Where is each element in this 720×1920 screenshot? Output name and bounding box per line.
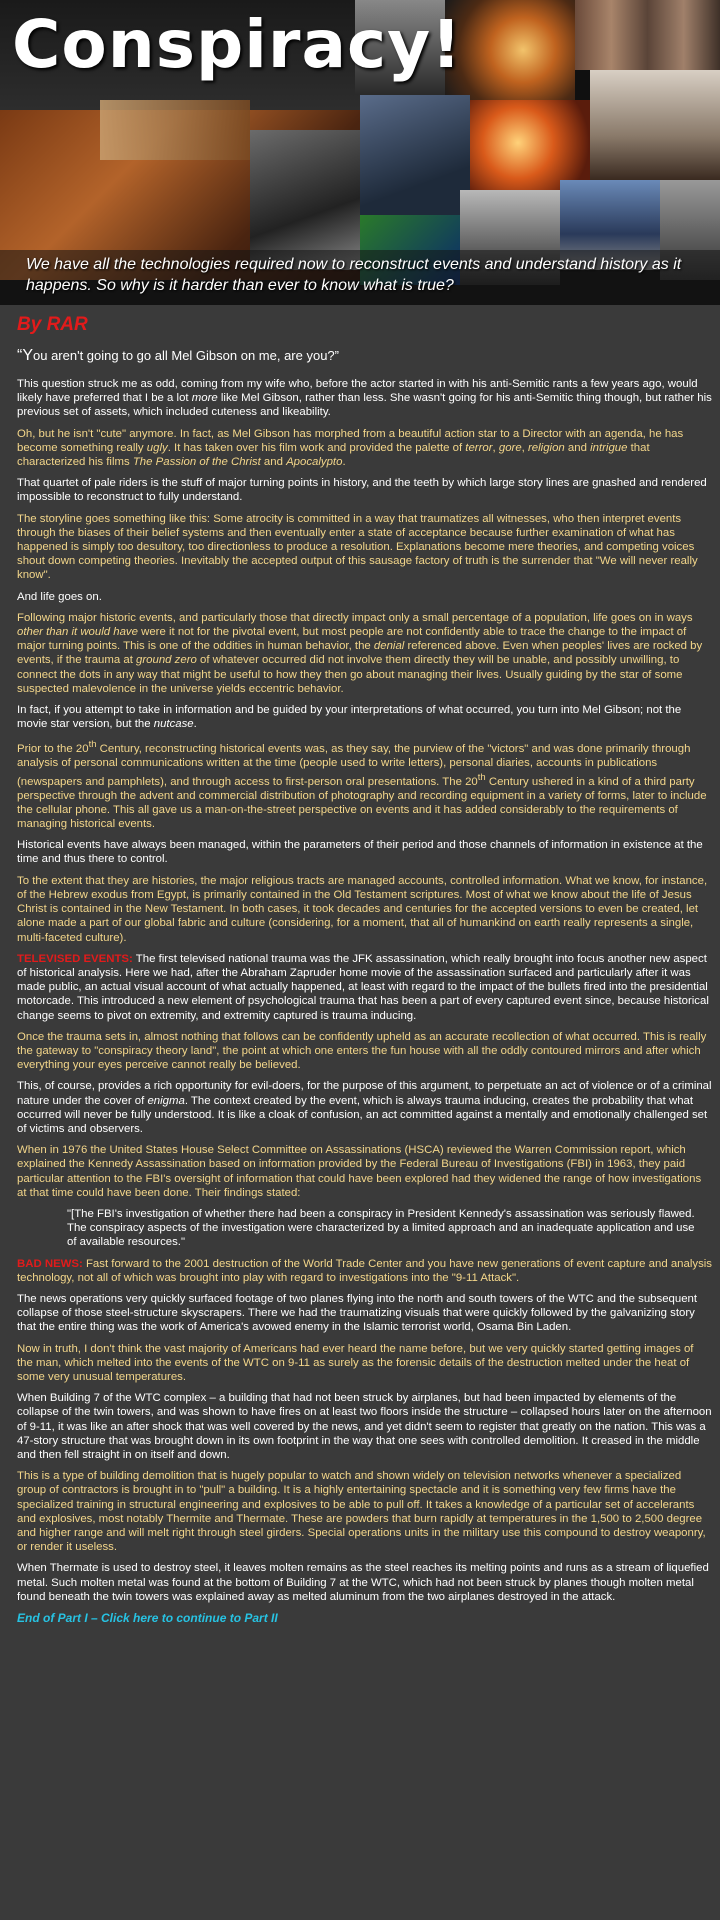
header-photo-leader — [590, 70, 720, 180]
page-title: Conspiracy! — [12, 6, 463, 83]
continue-to-part-2-link[interactable]: End of Part I – Click here to continue to Part II — [17, 1611, 278, 1626]
paragraph-1: This question struck me as odd, coming from my wife who, before the actor started in with his anti-Semitic rants a few years ago, would likely have preferred that I be a lot more like Mel Gibson, rather than less. She wasn't going for his anti-Semitic thing though, but rather his previous set of assets, which included cuteness and likeability. — [17, 378, 712, 419]
header-banner — [0, 0, 720, 305]
paragraph-20: This is a type of building demolition that is hugely popular to watch and shown widely on television networks whenever a specialized group of contractors is brought in to "pull" a building. It is a highly entertaining spectacle and it is something very few firms have the specialized training in structural engineering and explosives to be able to pull off. It takes a knowledge of a particular set of accelerants and explosives, most notably Thermite and Thermate. These are powders that burn rapidly at temperatures in the 1,500 to 2,500 degree and higher range and will melt right through steel girders. Special operations units in the military use this compound to destroy weaponry, or render it useless. — [17, 1470, 706, 1554]
page-tagline: We have all the technologies required now to reconstruct events and understand history as it happens. So why is it harder than ever to know what is true? — [26, 256, 682, 294]
section-label-televised-events: TELEVISED EVENTS: — [17, 952, 133, 965]
paragraph-16: BAD NEWS: Fast forward to the 2001 destruction of the World Trade Center and you have new generations of event capture and analysis technology, not all of which was brought into play with regard to investigations into the "9-11 Attack". — [17, 1257, 712, 1284]
byline: By RAR — [17, 314, 88, 335]
header-photo-explosion — [445, 0, 575, 100]
header-photo-archive — [250, 130, 360, 270]
paragraph-19: When Building 7 of the WTC complex – a building that had not been struck by airplanes, but had been impacted by elements of the collapse of the twin towers, and was shown to have fires on at least two floors inside the structure – collapsed hours later on the afternoon of 9-11, it was like an after shock that was well covered by the news, and yet didn't seem to register that greatly on the nation. This was a 47-story structure that was brought down in its own footprint in the way that one sees with controlled demolition. It creased in the middle and then fell straight in on itself and down. — [17, 1392, 712, 1461]
header-photo-crowd — [100, 100, 250, 160]
paragraph-11: TELEVISED EVENTS: The first televised national trauma was the JFK assassination, which really brought into focus another new aspect of historical analysis. Here we had, after the Abraham Zapruder home movie of the assassination surfaced and particularly after it was made public, an actual visual account of what actually happened, at least with regard to the impact of the bullets fired into the presidential motorcade. This introduced a new element of psychological trauma that has been a part of every captured event since, because historical change seems to pivot on extremity, and extremity captured is trauma inducing. — [17, 952, 709, 1022]
paragraph-9: Historical events have always been managed, within the parameters of their period and those channels of information in existence at the time and thus there to control. — [17, 839, 703, 866]
quote-first-letter: Y — [22, 347, 33, 364]
paragraph-3: That quartet of pale riders is the stuff of major turning points in history, and the teeth by which large story lines are gnashed and rendered impossible to reconstruct to fully understand. — [17, 477, 707, 504]
paragraph-10: To the extent that they are histories, the major religious tracts are managed accounts, controlled information. What we know, for instance, of the Hebrew exodus from Egypt, is primarily contained in the Old Testament scriptures. Most of what we know about the life of Jesus Christ is contained in the New Testament. In both cases, it took decades and centuries for the accepted versions to even be created, let alone made a part of our global fabric and culture (considering, for a moment, that all of humankind on earth really represents a single, multi-faceted culture). — [17, 874, 708, 944]
paragraph-13: This, of course, provides a rich opportunity for evil-doers, for the purpose of this argument, to perpetuate an act of violence or of a criminal nature under the cover of enigma. The context created by the event, which is always trauma inducing, creates the probability that what occurred will never be fully understood. It is like a cloak of confusion, an act committed against a mentally and emotionally challenged set of victims and observers. — [17, 1080, 712, 1135]
paragraph-18: Now in truth, I don't think the vast majority of Americans had ever heard the name before, but we very quickly started getting images of the man, which melted into the events of the WTC on 9-11 as surely as the forensic details of the destruction melted under the heat of some very unusual temperatures. — [17, 1342, 694, 1383]
header-photo-faces — [575, 0, 720, 70]
paragraph-2: Oh, but he isn't "cute" anymore. In fact, as Mel Gibson has morphed from a beautiful action star to a Director with an agenda, he has become something really ugly. It has taken over his film work and provided the palette of terror, gore, religion and intrigue that characterized his films The Passion of the Christ and Apocalypto. — [17, 427, 684, 469]
paragraph-4: The storyline goes something like this: Some atrocity is committed in a way that traumatizes all witnesses, who then interpret events through the biases of their belief systems and then eventually enter a state of acceptance because further examination of what has happened is simply too desultory, too directionless to produce a resolution. Explanations become mere theories, and competing voices shout down competing theories. Inevitably the accepted output of this sausage factory of truth is the surrender that "We will never really know". — [17, 512, 698, 582]
paragraph-7: In fact, if you attempt to take in information and be guided by your interpretations of what occurred, you turn into Mel Gibson; not the movie star version, but the nutcase. — [17, 704, 682, 731]
section-label-bad-news: BAD NEWS: — [17, 1257, 83, 1270]
paragraph-12: Once the trauma sets in, almost nothing that follows can be confidently upheld as an accurate recollection of what occurred. This is really the gateway to "conspiracy theory land", the point at which one enters the fun house with all the oddly contoured mirrors and after which everything your eyes perceive cannot really be believed. — [17, 1030, 707, 1072]
paragraph-5: And life goes on. — [17, 590, 102, 603]
paragraph-17: The news operations very quickly surfaced footage of two planes flying into the north and south towers of the WTC and the subsequent collapse of those steel-structure skyscrapers. There we had the traumatizing visuals that were quickly followed by the galvanizing story that the entire thing was the work of America's avowed enemy in the Islamic terrorist world, Osama Bin Laden. — [17, 1292, 698, 1334]
paragraph-6: Following major historic events, and particularly those that directly impact only a small percentage of a population, life goes on in ways other than it would have were it not for the pivotal event, but most people are not confidently able to trace the change to the impact of major turning points. This is one of the oddities in human behavior, the denial referenced above. Even when peoples' lives are rocked by events, if the trauma at ground zero of whatever occurred did not involve them directly they will be unable, and possibly unwilling, to connect the dots in any way that might be useful to how they then go about managing their lives. Usually guiding by the star of some suspected malevolence in the universe yields eccentric behavior. — [17, 611, 703, 695]
opening-quote — [17, 347, 712, 365]
paragraph-21: When Thermate is used to destroy steel, it leaves molten remains as the steel reaches its melting points and runs as a stream of liquefied metal. Such molten metal was found at the bottom of Building 7 at the WTC, which had not been struck by planes though molten metal found beneath the twin towers was explained away as melted aluminum from the two airplanes destroyed in the attack. — [17, 1562, 709, 1603]
paragraph-14: When in 1976 the United States House Select Committee on Assassinations (HSCA) reviewed the Warren Commission report, which explained the Kennedy Assassination based on information provided by the Federal Bureau of Investigations (FBI) in 1963, they paid particular attention to the FBI's oversight of information that could have been explored had they widened the range of how investigations at that time could have been done. Their findings stated: — [17, 1144, 702, 1199]
article-body — [0, 305, 720, 1625]
paragraph-8: Prior to the 20th Century, reconstructing historical events was, as they say, the purview of the "victors" and was done primarily through analysis of personal communications written at the time (people used to write letters), personal diaries, accounts in publications (newspapers and pamphlets), and through access to first-person oral presentations. The 20th Century ushered in a kind of a third party perspective through the advent and commercial distribution of photography and recording equipment in a variety of forms, later to include the cellular phone. This all gave us a man-on-the-street perspective on events and it has added considerably to the requirements of managing historical events. — [17, 739, 707, 831]
quote-text: ou aren't going to go all Mel Gibson on me, are you?” — [33, 348, 339, 363]
quote-open-mark: “ — [17, 347, 23, 364]
header-photo-officials — [360, 95, 470, 215]
hsca-findings-quote: "[The FBI's investigation of whether there had been a conspiracy in President Kennedy's assassination was seriously flawed. The conspiracy aspects of the investigation were characterized by a limited approach and an inadequate application and use of available resources." — [67, 1207, 695, 1249]
